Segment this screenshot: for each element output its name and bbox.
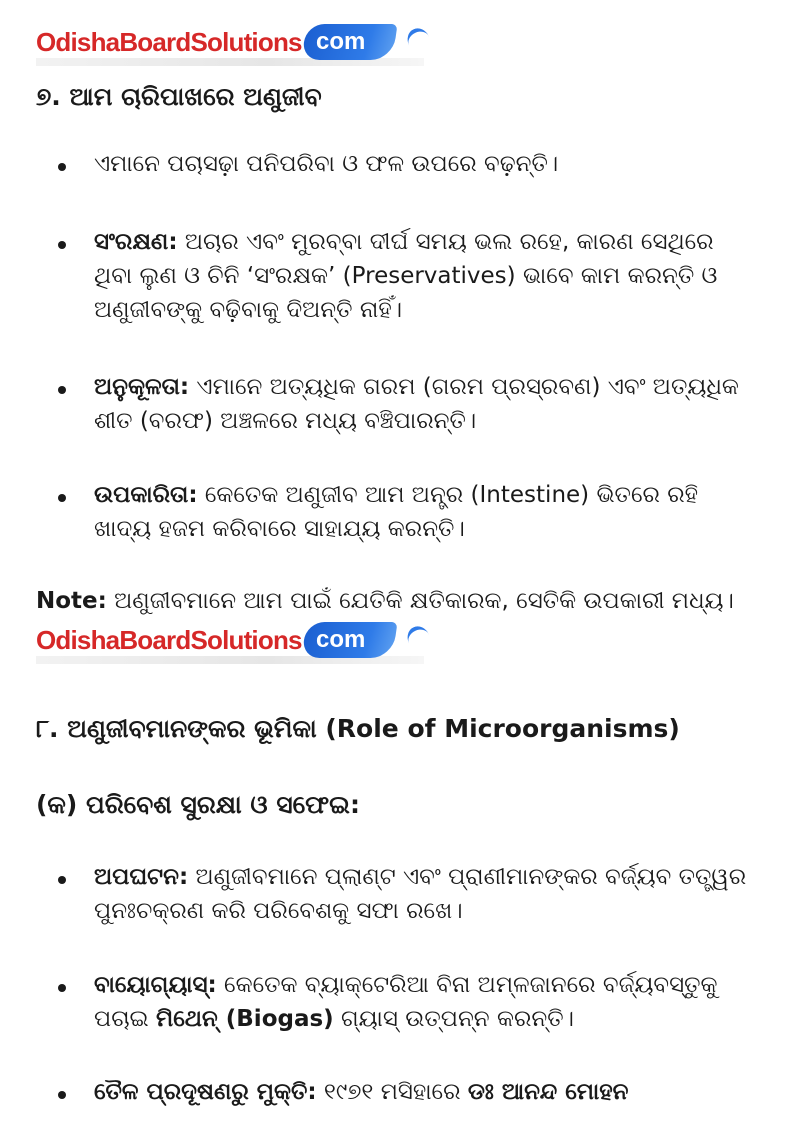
bullet-label: ଉପକାରିତା: xyxy=(94,482,198,508)
bullet-text: ଏମାନେ ଅତ୍ୟଧିକ ଗରମ (ଗରମ ପ୍ରସ୍ରବଣ) ଏବଂ ଅତ୍ୟଧିକ ଶୀତ (ବରଫ) ଅଞ୍ଚଳରେ ମଧ୍ୟ ବଞ୍ଚିପାରନ୍ତି। xyxy=(94,374,739,434)
section-8-subheading: (କ) ପରିବେଶ ସୁରକ୍ଷା ଓ ସଫେଇ: xyxy=(36,790,360,819)
bullet-label: ତୈଳ ପ୍ରଦୂଷଣରୁ ମୁକ୍ତି: xyxy=(94,1079,317,1105)
logo-text: OdishaBoardSolutions xyxy=(36,624,302,655)
list-item xyxy=(58,968,748,1036)
bullet-icon xyxy=(58,241,66,249)
note-label: Note: xyxy=(36,588,107,614)
bullet-text: ଏମାନେ ପଚାସଢ଼ା ପନିପରିବା ଓ ଫଳ ଉପରେ ବଢ଼ନ୍ତି। xyxy=(94,151,559,177)
bullet-text: କେତେକ ବ୍ୟାକ୍ଟେରିଆ ବିନା ଅମ୍ଳଜାନରେ ବର୍ଜ୍ୟବସ୍ତୁକୁ ପଚାଇ xyxy=(94,972,718,1032)
bullet-icon xyxy=(58,386,66,394)
bullet-label-inline: ଡଃ ଆନନ୍ଦ ମୋହନ xyxy=(467,1079,629,1105)
bullet-icon xyxy=(58,984,66,992)
bullet-text: ୧୯୭୧ ମସିହାରେ xyxy=(316,1079,468,1105)
list-item xyxy=(58,147,748,181)
logo-com-badge: com xyxy=(301,24,397,60)
bullet-icon xyxy=(58,1091,66,1099)
note-text: ଅଣୁଜୀବମାନେ ଆମ ପାଇଁ ଯେତିକି କ୍ଷତିକାରକ, ସେତିକି ଉପକାରୀ ମଧ୍ୟ। xyxy=(106,588,734,614)
logo-text: OdishaBoardSolutions xyxy=(36,26,302,57)
list-item xyxy=(58,860,748,928)
bullet-text-tail: ଗ୍ୟାସ୍ ଉତ୍ପନ୍ନ କରନ୍ତି। xyxy=(333,1006,574,1032)
bullet-text: ଅଣୁଜୀବମାନେ ପ୍ଲାଣ୍ଟ ଏବଂ ପ୍ରାଣୀମାନଙ୍କର ବର୍ଜ୍ୟବ ତତ୍ତ୍ୱର ପୁନଃଚକ୍ରଣ କରି ପରିବେଶକୁ ସଫା ରଖେ। xyxy=(94,864,747,924)
bullet-label: ଅପଘଟନ: xyxy=(94,864,189,890)
list-item xyxy=(58,225,748,327)
list-item xyxy=(58,1075,748,1109)
logo-swoosh-icon xyxy=(404,25,435,58)
section-7-heading: ୭. ଆମ ଚାରିପାଖରେ ଅଣୁଜୀବ xyxy=(36,82,322,111)
list-item xyxy=(58,370,748,438)
site-logo[interactable] xyxy=(36,620,424,660)
section-8-heading: ୮. ଅଣୁଜୀବମାନଙ୍କର ଭୂମିକା (Role of Microorganisms) xyxy=(36,714,680,743)
logo-swoosh-icon xyxy=(404,623,435,656)
bullet-label: ଅନୁକୂଳତା: xyxy=(94,374,190,400)
bullet-icon xyxy=(58,876,66,884)
logo-com-badge: com xyxy=(301,622,397,658)
bullet-label: ସଂରକ୍ଷଣ: xyxy=(94,229,178,255)
bullet-label-inline: ମିଥେନ୍ (Biogas) xyxy=(155,1006,334,1032)
bullet-text: କେତେକ ଅଣୁଜୀବ ଆମ ଅନ୍ତ୍ର (Intestine) ଭିତରେ ରହି ଖାଦ୍ୟ ହଜମ କରିବାରେ ସାହାଯ୍ୟ କରନ୍ତି। xyxy=(94,482,699,542)
site-logo[interactable] xyxy=(36,22,424,62)
bullet-icon xyxy=(58,163,66,171)
bullet-text: ଅଚାର ଏବଂ ମୁରବ୍ବା ଦୀର୍ଘ ସମୟ ଭଲ ରହେ, କାରଣ ସେଥିରେ ଥିବା ଲୁଣ ଓ ଚିନି ‘ସଂରକ୍ଷକ’ (Preservatives) ଭାବେ କାମ କରନ୍ତି ଓ ଅଣୁଜୀବଙ୍କୁ ବଢ଼ିବାକୁ ଦିଅନ୍ତି ନାହିଁ। xyxy=(94,229,718,323)
note xyxy=(36,588,734,614)
bullet-icon xyxy=(58,494,66,502)
bullet-label: ବାୟୋଗ୍ୟାସ୍: xyxy=(94,972,217,998)
list-item xyxy=(58,478,748,546)
